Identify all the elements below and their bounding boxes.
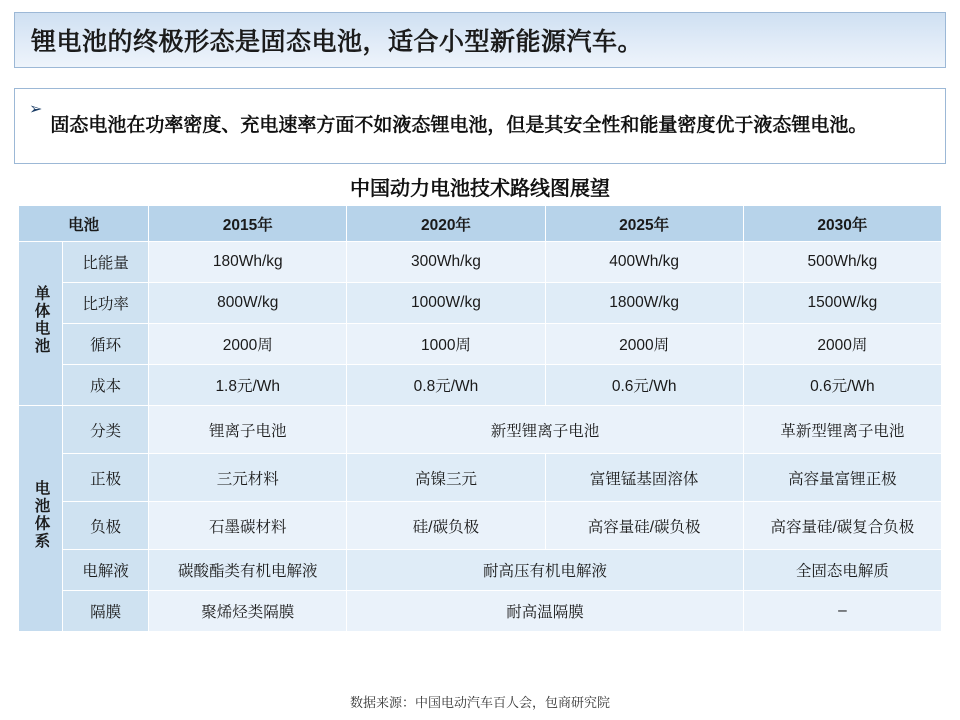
- table-cell: 耐高压有机电解液: [347, 550, 743, 591]
- table-cell: –: [743, 591, 941, 632]
- table-cell: 高容量富锂正极: [743, 454, 941, 502]
- table-cell: 高容量硅/碳复合负极: [743, 502, 941, 550]
- table-cell: 1.8元/Wh: [149, 365, 347, 406]
- table-header-cell: 2020年: [347, 206, 545, 242]
- bullet-text: 固态电池在功率密度、充电速率方面不如液态锂电池，但是其安全性和能量密度优于液态锂电池。: [50, 115, 868, 136]
- table-cell: 富锂锰基固溶体: [545, 454, 743, 502]
- table-cell: 300Wh/kg: [347, 242, 545, 283]
- table-cell: 0.6元/Wh: [743, 365, 941, 406]
- table-cell: 高容量硅/碳负极: [545, 502, 743, 550]
- table-cell: 硅/碳负极: [347, 502, 545, 550]
- route-table-wrap: [18, 205, 942, 632]
- table-cell: 革新型锂离子电池: [743, 406, 941, 454]
- table-cell: 2000周: [545, 324, 743, 365]
- table-cell: 锂离子电池: [149, 406, 347, 454]
- table-cell: 400Wh/kg: [545, 242, 743, 283]
- table-cell: 新型锂离子电池: [347, 406, 743, 454]
- table-cell: 聚烯烃类隔膜: [149, 591, 347, 632]
- table-cell: 1000W/kg: [347, 283, 545, 324]
- table-row: [19, 324, 942, 365]
- table-cell: 碳酸酯类有机电解液: [149, 550, 347, 591]
- source-note: 数据来源：中国电动汽车百人会，包商研究院: [349, 695, 610, 710]
- table-row: [19, 406, 942, 454]
- bullet-callout-box: [14, 88, 946, 164]
- table-cell: 180Wh/kg: [149, 242, 347, 283]
- row-label: 正极: [63, 454, 149, 502]
- table-cell: 耐高温隔膜: [347, 591, 743, 632]
- table-cell: 0.6元/Wh: [545, 365, 743, 406]
- group-label-text: 单体电池: [32, 285, 50, 355]
- table-row: [19, 591, 942, 632]
- route-table: [18, 205, 942, 632]
- table-header-cell: 电池: [19, 206, 149, 242]
- table-cell: 1800W/kg: [545, 283, 743, 324]
- table-row: [19, 283, 942, 324]
- bullet-arrow-icon: ➢: [29, 101, 43, 118]
- row-label: 分类: [63, 406, 149, 454]
- table-cell: 0.8元/Wh: [347, 365, 545, 406]
- table-cell: 1500W/kg: [743, 283, 941, 324]
- table-header-cell: 2015年: [149, 206, 347, 242]
- slide-title-bar: [14, 12, 946, 68]
- table-cell: 2000周: [149, 324, 347, 365]
- table-cell: 2000周: [743, 324, 941, 365]
- table-cell: 800W/kg: [149, 283, 347, 324]
- table-caption: 中国动力电池技术路线图展望: [350, 178, 610, 200]
- table-cell: 500Wh/kg: [743, 242, 941, 283]
- row-label: 负极: [63, 502, 149, 550]
- row-label: 比功率: [63, 283, 149, 324]
- table-header-cell: 2025年: [545, 206, 743, 242]
- row-label: 比能量: [63, 242, 149, 283]
- row-label: 电解液: [63, 550, 149, 591]
- table-cell: 全固态电解质: [743, 550, 941, 591]
- table-header-cell: 2030年: [743, 206, 941, 242]
- table-header-row: [19, 206, 942, 242]
- table-cell: 1000周: [347, 324, 545, 365]
- group-label-cell: [19, 242, 63, 406]
- group-label-text: 电池体系: [32, 480, 50, 550]
- table-cell: 石墨碳材料: [149, 502, 347, 550]
- row-label: 循环: [63, 324, 149, 365]
- table-row: [19, 502, 942, 550]
- page-title: 锂电池的终极形态是固态电池，适合小型新能源汽车。: [31, 28, 644, 56]
- row-label: 隔膜: [63, 591, 149, 632]
- table-row: [19, 365, 942, 406]
- table-row: [19, 550, 942, 591]
- table-row: [19, 454, 942, 502]
- table-cell: 高镍三元: [347, 454, 545, 502]
- table-cell: 三元材料: [149, 454, 347, 502]
- group-label-cell: [19, 406, 63, 632]
- row-label: 成本: [63, 365, 149, 406]
- table-row: [19, 242, 942, 283]
